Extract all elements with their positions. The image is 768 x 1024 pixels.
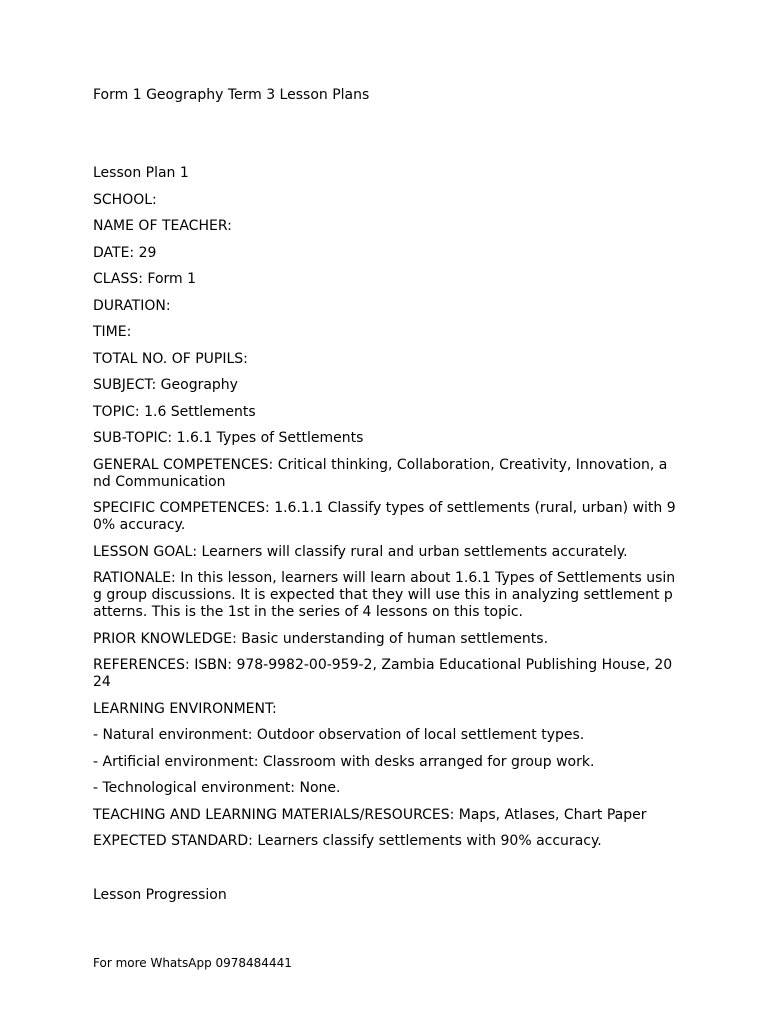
lesson-progression-heading: Lesson Progression — [93, 886, 227, 903]
environment-artificial: - Artificial environment: Classroom with desks arranged for group work. — [93, 753, 595, 770]
document-title: Form 1 Geography Term 3 Lesson Plans — [93, 87, 370, 103]
field-topic: TOPIC: 1.6 Settlements — [93, 403, 256, 420]
field-learning-environment: LEARNING ENVIRONMENT: — [93, 700, 277, 717]
field-time: TIME: — [93, 324, 132, 340]
field-general-competences: GENERAL COMPETENCES: Critical thinking, Collaboration, Creativity, Innovation, and Communication — [93, 456, 668, 490]
field-expected-standard: EXPECTED STANDARD: Learners classify settlements with 90% accuracy. — [93, 833, 602, 849]
field-sub-topic: SUB-TOPIC: 1.6.1 Types of Settlements — [93, 430, 364, 446]
field-specific-competences: SPECIFIC COMPETENCES: 1.6.1.1 Classify types of settlements (rural, urban) with 90% accuracy. — [93, 500, 676, 533]
field-references: REFERENCES: ISBN: 978-9982-00-959-2, Zambia Educational Publishing House, 2024 — [93, 657, 673, 690]
environment-technological: - Technological environment: None. — [93, 780, 341, 796]
field-lesson-goal: LESSON GOAL: Learners will classify rural and urban settlements accurately. — [93, 543, 628, 560]
field-school: SCHOOL: — [93, 191, 157, 208]
lesson-plan-body — [93, 165, 676, 913]
environment-natural: - Natural environment: Outdoor observation of local settlement types. — [93, 727, 585, 743]
field-subject: SUBJECT: Geography — [93, 377, 238, 393]
field-date: DATE: 29 — [93, 244, 157, 261]
field-teacher-name: NAME OF TEACHER: — [93, 218, 232, 234]
field-class: CLASS: Form 1 — [93, 271, 197, 287]
field-total-pupils: TOTAL NO. OF PUPILS: — [93, 350, 248, 367]
section-spacer — [93, 860, 676, 887]
page-footer: For more WhatsApp 0978484441 — [93, 956, 292, 970]
field-materials-resources: TEACHING AND LEARNING MATERIALS/RESOURCES: Maps, Atlases, Chart Paper — [93, 806, 647, 823]
field-rationale: RATIONALE: In this lesson, learners will learn about 1.6.1 Types of Settlements using group discussions. It is expected that they will use this in analyzing settlement patterns. This is the 1st in the series of 4 lessons on this topic. — [93, 570, 676, 620]
lesson-heading: Lesson Plan 1 — [93, 165, 189, 181]
field-duration: DURATION: — [93, 297, 171, 314]
field-prior-knowledge: PRIOR KNOWLEDGE: Basic understanding of human settlements. — [93, 630, 549, 647]
